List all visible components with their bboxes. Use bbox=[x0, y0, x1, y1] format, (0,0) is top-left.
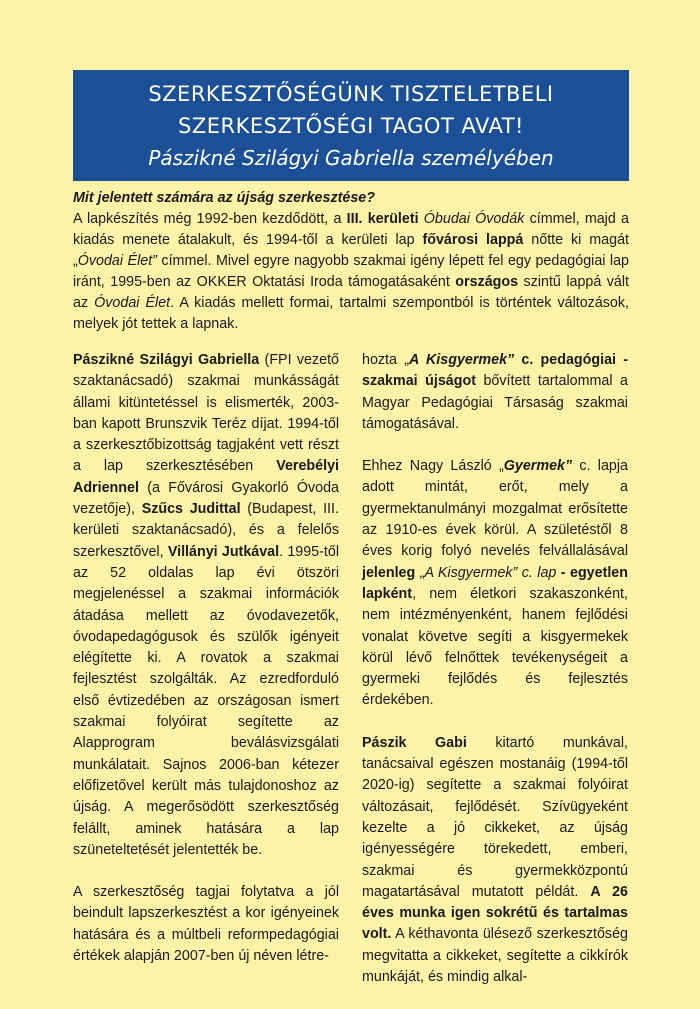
bold-text: Villányi Jutkával bbox=[167, 543, 280, 560]
intro-text: címmel, majd a kiadás menete átalakult, és 1994-től a kerületi lap bbox=[73, 211, 629, 248]
intro-question: Mit jelentett számára az újság szerkesztése? bbox=[73, 190, 375, 206]
intro-text: nőtte ki magát „ bbox=[73, 232, 629, 269]
left-paragraph-2: A szerkesztőség tagjai folytatva a jól beindult lapszerkesztést a kor igényeinek hatására és a múltbeli reformpedagógiai értékek alapján 2007-ben új néven létre- bbox=[73, 884, 339, 965]
right-column bbox=[362, 350, 628, 1009]
bold-text: Pászik Gabi bbox=[362, 734, 467, 751]
bold-text: Verebélyi Adriennel bbox=[73, 458, 339, 496]
intro-italic: Óvodai Élet” bbox=[77, 253, 157, 269]
bold-text: újságot bbox=[425, 373, 476, 390]
right-paragraph-1 bbox=[362, 350, 628, 435]
bold-text: jelenleg bbox=[362, 564, 416, 581]
intro-bold: fővárosi lappá bbox=[422, 232, 524, 248]
body-text: Ehhez Nagy László „ bbox=[362, 458, 504, 475]
intro-text: A lapkészítés még 1992-ben kezdődött, a bbox=[73, 211, 347, 227]
intro-text: címmel. Mivel egyre nagyobb szakmai igény lépett fel egy pedagógiai lap iránt, 1995-ben az OKKER Oktatási Iroda támogatásaként bbox=[73, 253, 630, 290]
left-column bbox=[73, 350, 339, 988]
body-text: kitartó munkával, tanácsaival egészen mostanáig (1994-től 2020-ig) segítette a szakmai folyóirat változásait, fejlődését. Szívügyeként kezelte a jó cikkeket, az újság igényességére törekedett, emberi, szakmai és gyermekközpontú magatartásával mutatott példát. bbox=[362, 734, 628, 900]
header-line-1: SZERKESZTŐSÉGÜNK TISZTELETBELI bbox=[148, 82, 554, 106]
bold-text: Szűcs Judittal bbox=[141, 501, 241, 518]
body-text: , nem életkori szakaszonként, nem intézményenként, hanem fejlődési vonalat követve segíti a kisgyermekek körül lévő felnőttek tevékenységeit a gyermeki fejlődés és fejlesztés érdekében. bbox=[362, 585, 628, 709]
article-header bbox=[73, 70, 629, 181]
intro-italic: Óvodai Élet bbox=[94, 295, 171, 311]
header-line-2: SZERKESZTŐSÉGI TAGOT AVAT! bbox=[178, 114, 524, 138]
bold-text: Pászikné Szilágyi Gabriella bbox=[73, 352, 260, 368]
body-text: A kéthavonta ülésező szerkesztőség megvitatta a cikkeket, segítette a cikkírók munkáját, és mindig alkal- bbox=[362, 926, 628, 986]
body-text: hozta „ bbox=[362, 352, 409, 368]
bold-italic-text: Gyermek” bbox=[503, 458, 573, 475]
intro-paragraph bbox=[73, 188, 629, 335]
bold-italic-text: A Kisgyermek” bbox=[408, 352, 515, 368]
intro-text: szintű lappá vált az bbox=[73, 274, 629, 311]
body-text: . 1995-től az 52 oldalas lap évi ötszöri megjelenéssel a szakmai információk átadása mellett az óvodavezetők, óvodapedagógusok és szülők igényeit elégítette ki. A rovatok a szakmai fejlesztést szolgálták. Az ezredforduló első évtizedében az országosan ismert szakmai folyóirat segítette az Alapprogram beválásvizsgálati munkálatait. Sajnos 2006-ban kétezer előfizetővel került más tulajdonoshoz az újság. A megerősödött szerkesztőség felállt, aminek hatására a lap szüneteltetését jelentették be. bbox=[73, 543, 339, 858]
body-text: (Budapest, III. kerületi szaktanácsadó), és a felelős szerkesztővel, bbox=[73, 501, 339, 560]
intro-bold: III. kerületi bbox=[346, 211, 419, 227]
body-text: (a Fővárosi Gyakorló Óvoda vezetője), bbox=[73, 479, 339, 518]
bold-text: A 26 éves munka igen sokrétű és tartalmas volt. bbox=[362, 883, 629, 943]
right-paragraph-2 bbox=[362, 456, 628, 712]
intro-bold: országos bbox=[455, 274, 519, 290]
italic-text: A Kisgyermek” c. lap bbox=[424, 564, 557, 581]
intro-text: . A kiadás mellett formai, tartalmi szempontból is történtek változások, melyek jót tettek a lapnak. bbox=[73, 295, 629, 332]
right-paragraph-3 bbox=[362, 733, 628, 989]
body-text: c. lapja adott mintát, erőt, mely a gyermektanulmányi mozgalmat erősítette az 1910-es évek körül. A születéstől 8 éves korig folyó nevelés felvállalásával bbox=[362, 458, 628, 560]
bold-text: - egyetlen lapként bbox=[362, 564, 628, 602]
left-paragraph-1 bbox=[73, 350, 339, 861]
body-text: (FPI vezető szaktanácsadó) szakmai munkásságát állami kitüntetéssel is elismerték, 2003-ban kapott Brunszvik Teréz díjat. 1994-től a szerkesztőbizottság tagjaként vett részt a lap szerkesztésében bbox=[73, 352, 339, 475]
intro-italic: Óbudai Óvodák bbox=[423, 211, 525, 227]
body-text: „ bbox=[415, 564, 425, 581]
body-text: bővített tartalommal a Magyar Pedagógiai Társaság szakmai támogatásával. bbox=[362, 373, 628, 432]
header-line-3: Pászikné Szilágyi Gabriella személyében bbox=[148, 146, 554, 170]
bold-text: c. pedagógiai - szakmai bbox=[362, 352, 628, 390]
